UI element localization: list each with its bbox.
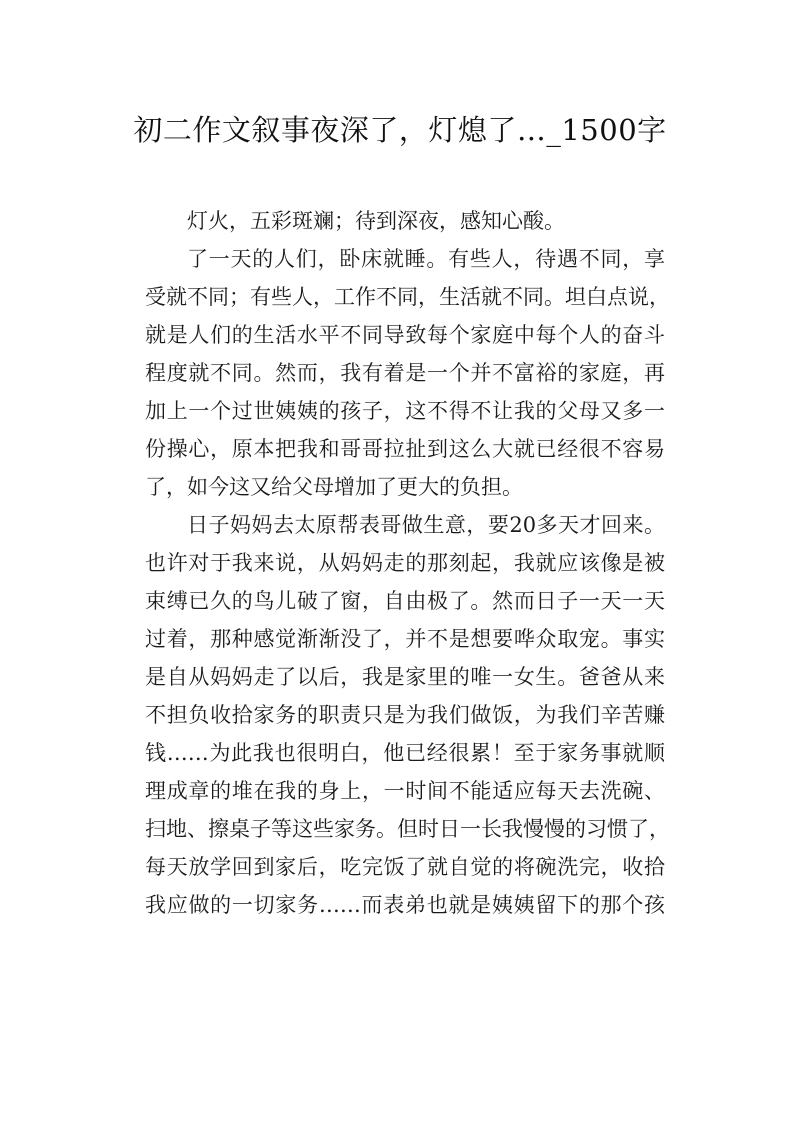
paragraph-line: 我应做的一切家务……而表弟也就是姨姨留下的那个孩	[145, 893, 665, 917]
paragraph-line: 了，如今这又给父母增加了更大的负担。	[145, 475, 523, 499]
paragraph-line: 过着，那种感觉渐渐没了，并不是想要哗众取宠。事实	[145, 627, 665, 651]
paragraph-line: 理成章的堆在我的身上，一时间不能适应每天去洗碗、	[145, 779, 665, 803]
paragraph-line: 每天放学回到家后，吃完饭了就自觉的将碗洗完，收拾	[145, 855, 665, 879]
paragraph-line: 灯火，五彩斑斓；待到深夜，感知心酸。	[187, 209, 565, 233]
document-body	[145, 202, 670, 924]
paragraph-line: 份操心，原本把我和哥哥拉扯到这么大就已经很不容易	[145, 437, 665, 461]
paragraph-line: 程度就不同。然而，我有着是一个并不富裕的家庭，再	[145, 361, 665, 385]
document-title: 初二作文叙事夜深了，灯熄了…_1500字	[133, 113, 667, 147]
paragraph-line: 不担负收拾家务的职责只是为我们做饭，为我们辛苦赚	[145, 703, 665, 727]
paragraph-line: 受就不同；有些人，工作不同，生活就不同。坦白点说，	[145, 285, 670, 309]
paragraph-line: 是自从妈妈走了以后，我是家里的唯一女生。爸爸从来	[145, 665, 665, 689]
paragraph-line: 束缚已久的鸟儿破了窗，自由极了。然而日子一天一天	[145, 589, 665, 613]
paragraph-line: 扫地、擦桌子等这些家务。但时日一长我慢慢的习惯了，	[145, 817, 670, 841]
paragraph-line: 了一天的人们，卧床就睡。有些人，待遇不同，享	[187, 247, 665, 271]
paragraph-line: 加上一个过世姨姨的孩子，这不得不让我的父母又多一	[145, 399, 665, 423]
paragraph-line: 也许对于我来说，从妈妈走的那刻起，我就应该像是被	[145, 551, 665, 575]
paragraph-line: 就是人们的生活水平不同导致每个家庭中每个人的奋斗	[145, 323, 665, 347]
paragraph-line: 日子妈妈去太原帮表哥做生意，要20多天才回来。	[187, 513, 665, 537]
paragraph-line: 钱……为此我也很明白，他已经很累！至于家务事就顺	[145, 741, 665, 765]
